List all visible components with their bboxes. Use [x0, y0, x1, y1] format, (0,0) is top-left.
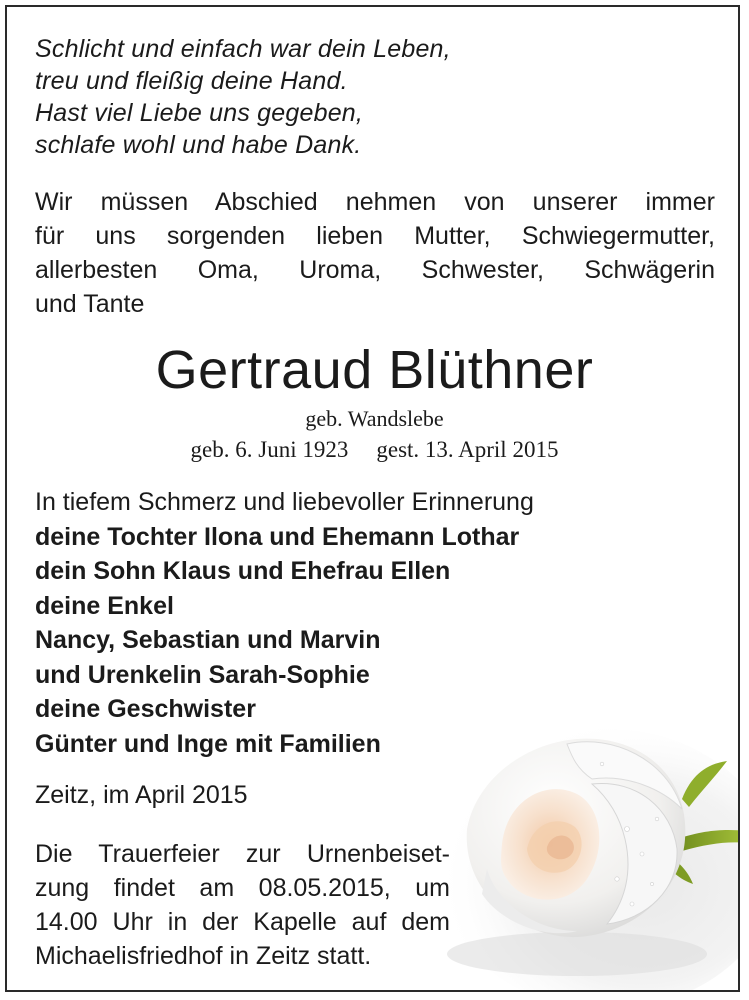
farewell-text [35, 185, 715, 321]
life-dates [7, 435, 740, 465]
funeral-line: Michaelisfriedhof in Zeitz statt. [35, 942, 372, 970]
poem-line: schlafe wohl und habe Dank. [35, 131, 362, 159]
mourner-line: und Urenkelin Sarah-Sophie [35, 660, 370, 689]
funeral-info [35, 837, 450, 973]
poem-line: treu und fleißig deine Hand. [35, 67, 348, 95]
death-date: gest. 13. April 2015 [376, 437, 559, 462]
place-date: Zeitz, im April 2015 [35, 781, 248, 809]
birth-date: geb. 6. Juni 1923 [190, 437, 349, 462]
mourner-line: Nancy, Sebastian und Marvin [35, 626, 381, 654]
birth-name: geb. Wandslebe [305, 406, 444, 431]
funeral-line: 14.00 Uhr in der Kapelle auf dem [35, 908, 450, 936]
mourner-line: deine Enkel [35, 591, 174, 620]
poem-line: Hast viel Liebe uns gegeben, [35, 99, 364, 127]
poem-line: Schlicht und einfach war dein Leben, [35, 35, 451, 63]
farewell-line: und Tante [35, 290, 145, 318]
mourner-line: Günter und Inge mit Familien [35, 729, 381, 758]
mourners-intro: In tiefem Schmerz und liebevoller Erinnerung [35, 488, 534, 516]
farewell-line: allerbesten Oma, Uroma, Schwester, Schwägerin [35, 256, 715, 284]
mourner-line: deine Geschwister [35, 695, 256, 723]
obituary-notice [5, 5, 740, 992]
funeral-line: zung findet am 08.05.2015, um [35, 874, 450, 902]
farewell-line: für uns sorgenden lieben Mutter, Schwiegermutter, [35, 222, 715, 250]
white-rose-icon [427, 679, 740, 992]
farewell-line: Wir müssen Abschied nehmen von unserer immer [35, 188, 715, 216]
mourner-line: deine Tochter Ilona und Ehemann Lothar [35, 522, 520, 551]
mourner-line: dein Sohn Klaus und Ehefrau Ellen [35, 557, 451, 585]
deceased-name: Gertraud Blüthner [155, 340, 594, 400]
poem [35, 33, 451, 161]
funeral-line: Die Trauerfeier zur Urnenbeiset- [35, 840, 450, 868]
